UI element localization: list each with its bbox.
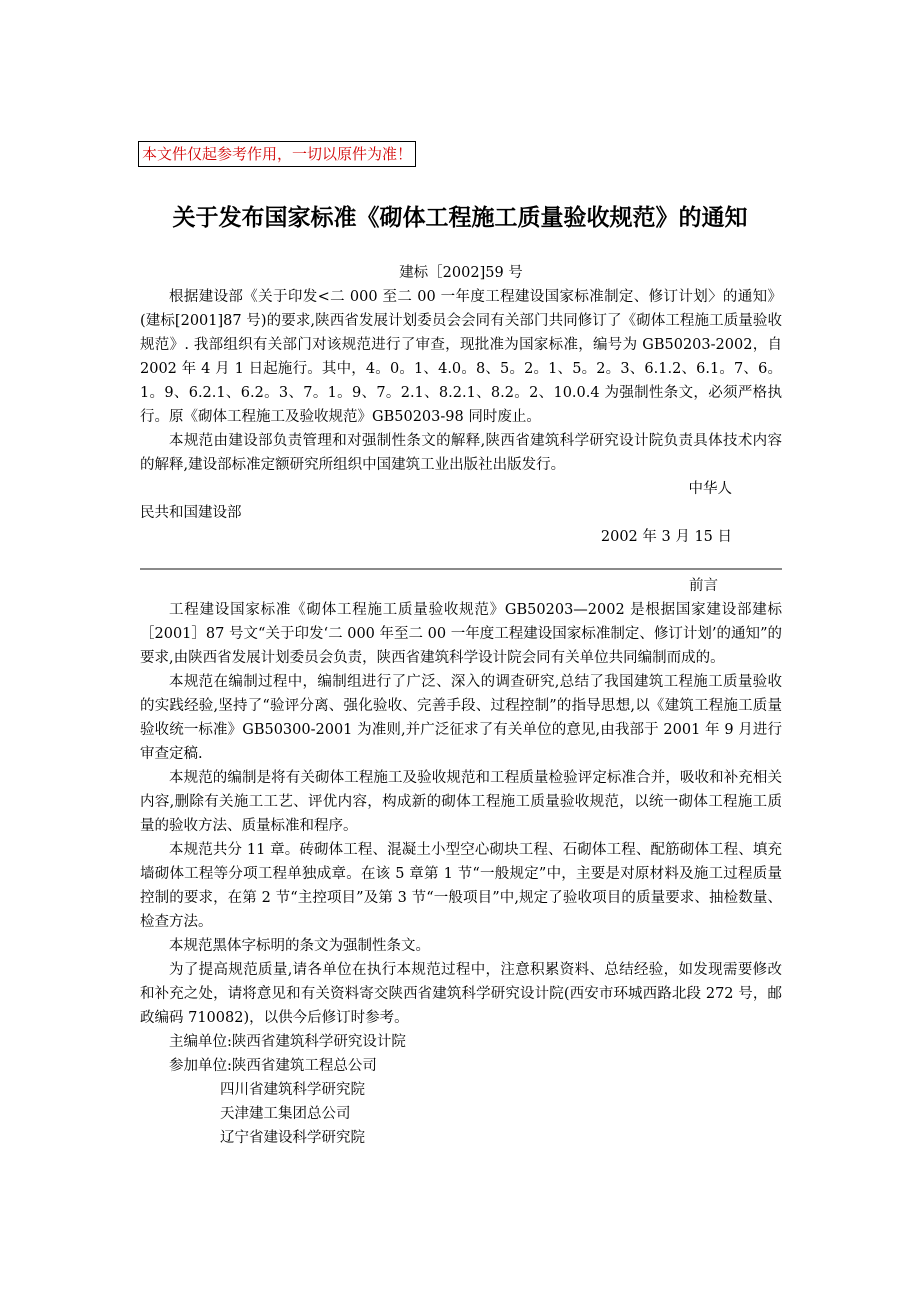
preface-paragraph: 本规范黑体字标明的条文为强制性条文。 <box>169 938 430 954</box>
participating-unit: 辽宁省建设科学研究院 <box>220 1130 365 1146</box>
notice-section <box>140 261 782 549</box>
participating-units-label: 参加单位:陕西省建筑工程总公司 <box>169 1058 377 1074</box>
document-number: 建标［2002]59 号 <box>399 265 523 281</box>
document-title: 关于发布国家标准《砌体工程施工质量验收规范》的通知 <box>172 205 748 231</box>
preface-paragraph: 工程建设国家标准《砌体工程施工质量验收规范》GB50203—2002 是根据国家建设部建标［2001］87 号文“关于印发‘二 000 年至二 00 一年度工程建设国家标准制定、修订计划’的通知”的要求,由陕西省发展计划委员会负责，陕西省建筑科学设计院会同有关单位共同编制而成的。 <box>140 602 782 666</box>
chief-editing-unit: 主编单位:陕西省建筑科学研究设计院 <box>169 1034 406 1050</box>
issuer-line: 民共和国建设部 <box>140 505 242 521</box>
issue-date: 2002 年 3 月 15 日 <box>600 529 732 545</box>
section-divider <box>140 568 782 570</box>
issuer-line: 中华人 <box>688 481 732 497</box>
notice-paragraph: 本规范由建设部负责管理和对强制性条文的解释,陕西省建筑科学研究设计院负责具体技术内容的解释,建设部标准定额研究所组织中国建筑工业出版社出版发行。 <box>140 433 782 473</box>
preface-section <box>140 574 782 1150</box>
preface-title: 前言 <box>689 578 718 594</box>
preface-paragraph: 本规范的编制是将有关砌体工程施工及验收规范和工程质量检验评定标准合并，吸收和补充相关内容,删除有关施工工艺、评优内容，构成新的砌体工程施工质量验收规范，以统一砌体工程施工质量的验收方法、质量标准和程序。 <box>140 770 782 834</box>
participating-unit: 天津建工集团总公司 <box>220 1106 351 1122</box>
preface-paragraph: 本规范共分 11 章。砖砌体工程、混凝土小型空心砌块工程、石砌体工程、配筋砌体工程、填充墙砌体工程等分项工程单独成章。在该 5 章第 1 节“一般规定”中，主要是对原材料及施工过程质量控制的要求，在第 2 节“主控项目”及第 3 节“一般项目”中,规定了验收项目的质量要求、抽检数量、检查方法。 <box>140 842 782 930</box>
preface-paragraph: 为了提高规范质量,请各单位在执行本规范过程中，注意积累资料、总结经验，如发现需要修改和补充之处，请将意见和有关资料寄交陕西省建筑科学研究设计院(西安市环城西路北段 272 号，邮政编码 710082)，以供今后修订时参考。 <box>140 962 782 1026</box>
participating-unit: 四川省建筑科学研究院 <box>220 1082 365 1098</box>
disclaimer-notice: 本文件仅起参考作用，一切以原件为准！ <box>138 141 416 167</box>
preface-paragraph: 本规范在编制过程中，编制组进行了广泛、深入的调查研究,总结了我国建筑工程施工质量验收的实践经验,坚持了“验评分离、强化验收、完善手段、过程控制”的指导思想,以《建筑工程施工质量验收统一标准》GB50300-2001 为准则,并广泛征求了有关单位的意见,由我部于 2001 年 9 月进行审查定稿. <box>140 674 782 762</box>
notice-paragraph: 根据建设部《关于印发<二 000 至二 00 一年度工程建设国家标准制定、修订计划〉的通知》(建标[2001]87 号)的要求,陕西省发展计划委员会会同有关部门共同修订了《砌体工程施工质量验收规范》. 我部组织有关部门对该规范进行了审查，现批准为国家标准，编号为 GB50203-2002，自 2002 年 4 月 1 日起施行。其中，4。0。1、4.0。8、5。2。1、5。2。3、6.1.2、6.1。7、6。1。9、6.2.1、6.2。3、7。1。9、7。2.1、8.2.1、8.2。2、10.0.4 为强制性条文，必须严格执行。原《砌体工程施工及验收规范》GB50203-98 同时废止。 <box>140 289 782 425</box>
